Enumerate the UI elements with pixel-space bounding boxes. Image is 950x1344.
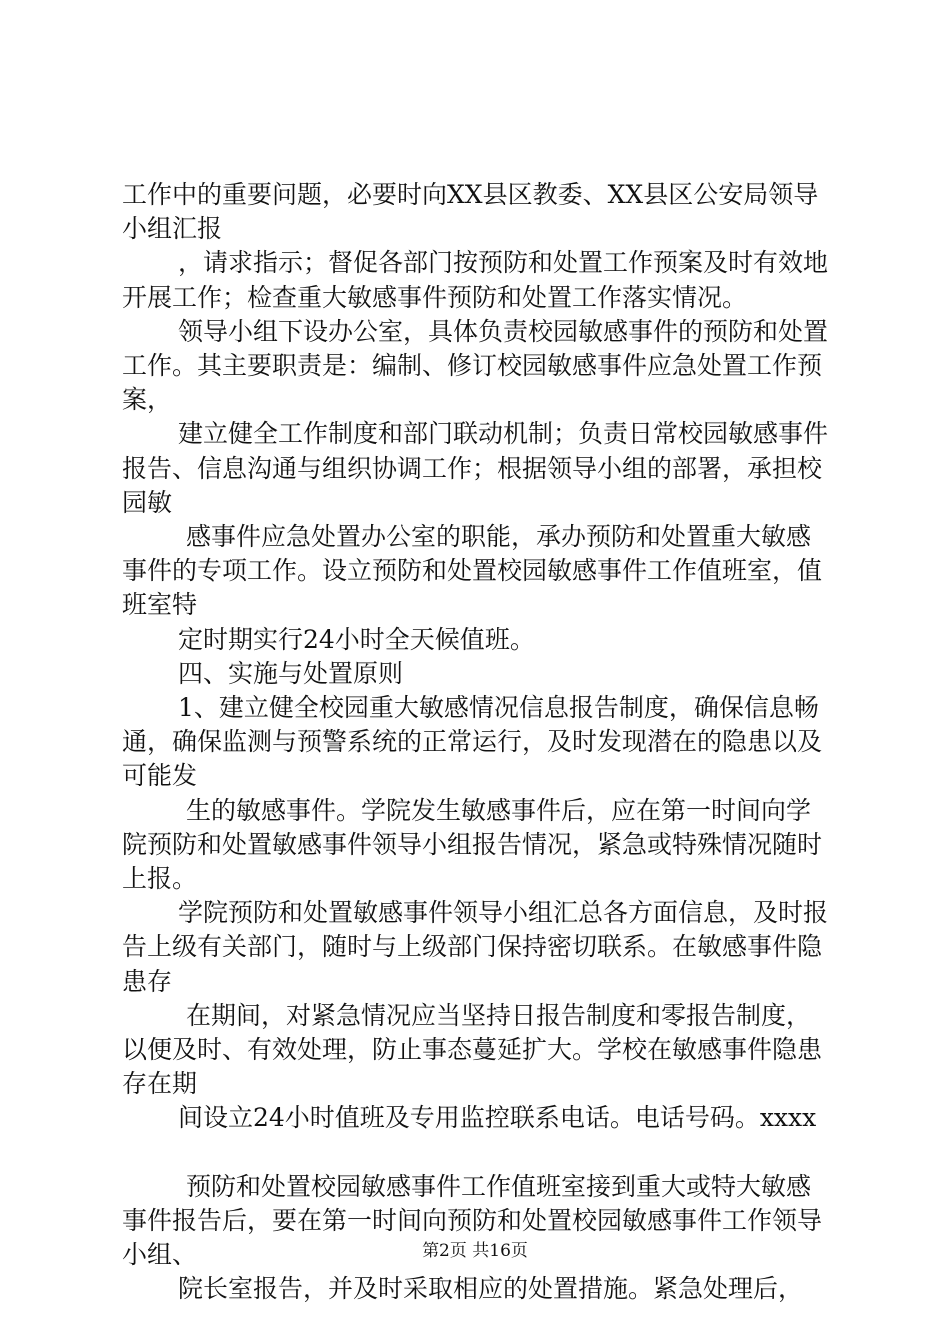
paragraph: 工作中的重要问题，必要时向XX县区教委、XX县区公安局领导小组汇报	[122, 180, 819, 244]
paragraph: 建立健全工作制度和部门联动机制；负责日常校园敏感事件报告、信息沟通与组织协调工作；根据领导小组的部署，承担校园敏	[122, 419, 829, 517]
paragraph: 定时期实行24小时全天候值班。	[178, 624, 535, 654]
paragraph: 生的敏感事件。学院发生敏感事件后，应在第一时间向学院预防和处置敏感事件领导小组报告情况，紧急或特殊情况随时上报。	[122, 795, 823, 894]
paragraph: 感事件应急处置办公室的职能，承办预防和处置重大敏感事件的专项工作。设立预防和处置校园敏感事件工作值班室，值班室特	[122, 522, 823, 620]
paragraph: 学院预防和处置敏感事件领导小组汇总各方面信息，及时报告上级有关部门，随时与上级部门保持密切联系。在敏感事件隐患存	[122, 898, 829, 996]
paragraph: 预防和处置校园敏感事件工作值班室接到重大或特大敏感事件报告后，要在第一时间向预防和处置校园敏感事件工作领导小组、	[122, 1171, 823, 1270]
section-heading: 四、实施与处置原则	[178, 658, 404, 688]
page-footer: 第2页 共16页	[422, 1241, 528, 1261]
paragraph: ，请求指示；督促各部门按预防和处置工作预案及时有效地开展工作；检查重大敏感事件预防和处置工作落实情况。	[122, 248, 829, 312]
paragraph: 领导小组下设办公室，具体负责校园敏感事件的预防和处置工作。其主要职责是：编制、修订校园敏感事件应急处置工作预案，	[122, 316, 829, 415]
document-body	[122, 178, 834, 1307]
paragraph: 1、建立健全校园重大敏感情况信息报告制度，确保信息畅通，确保监测与预警系统的正常运行，及时发现潜在的隐患以及可能发	[122, 693, 823, 791]
paragraph: 院长室报告，并及时采取相应的处置措施。紧急处理后，	[178, 1274, 804, 1304]
paragraph: 在期间，对紧急情况应当坚持日报告制度和零报告制度，以便及时、有效处理，防止事态蔓延扩大。学校在敏感事件隐患存在期	[122, 1000, 823, 1099]
paragraph: 间设立24小时值班及专用监控联系电话。电话号码。xxxx	[178, 1103, 817, 1133]
blank-line	[122, 1136, 834, 1170]
